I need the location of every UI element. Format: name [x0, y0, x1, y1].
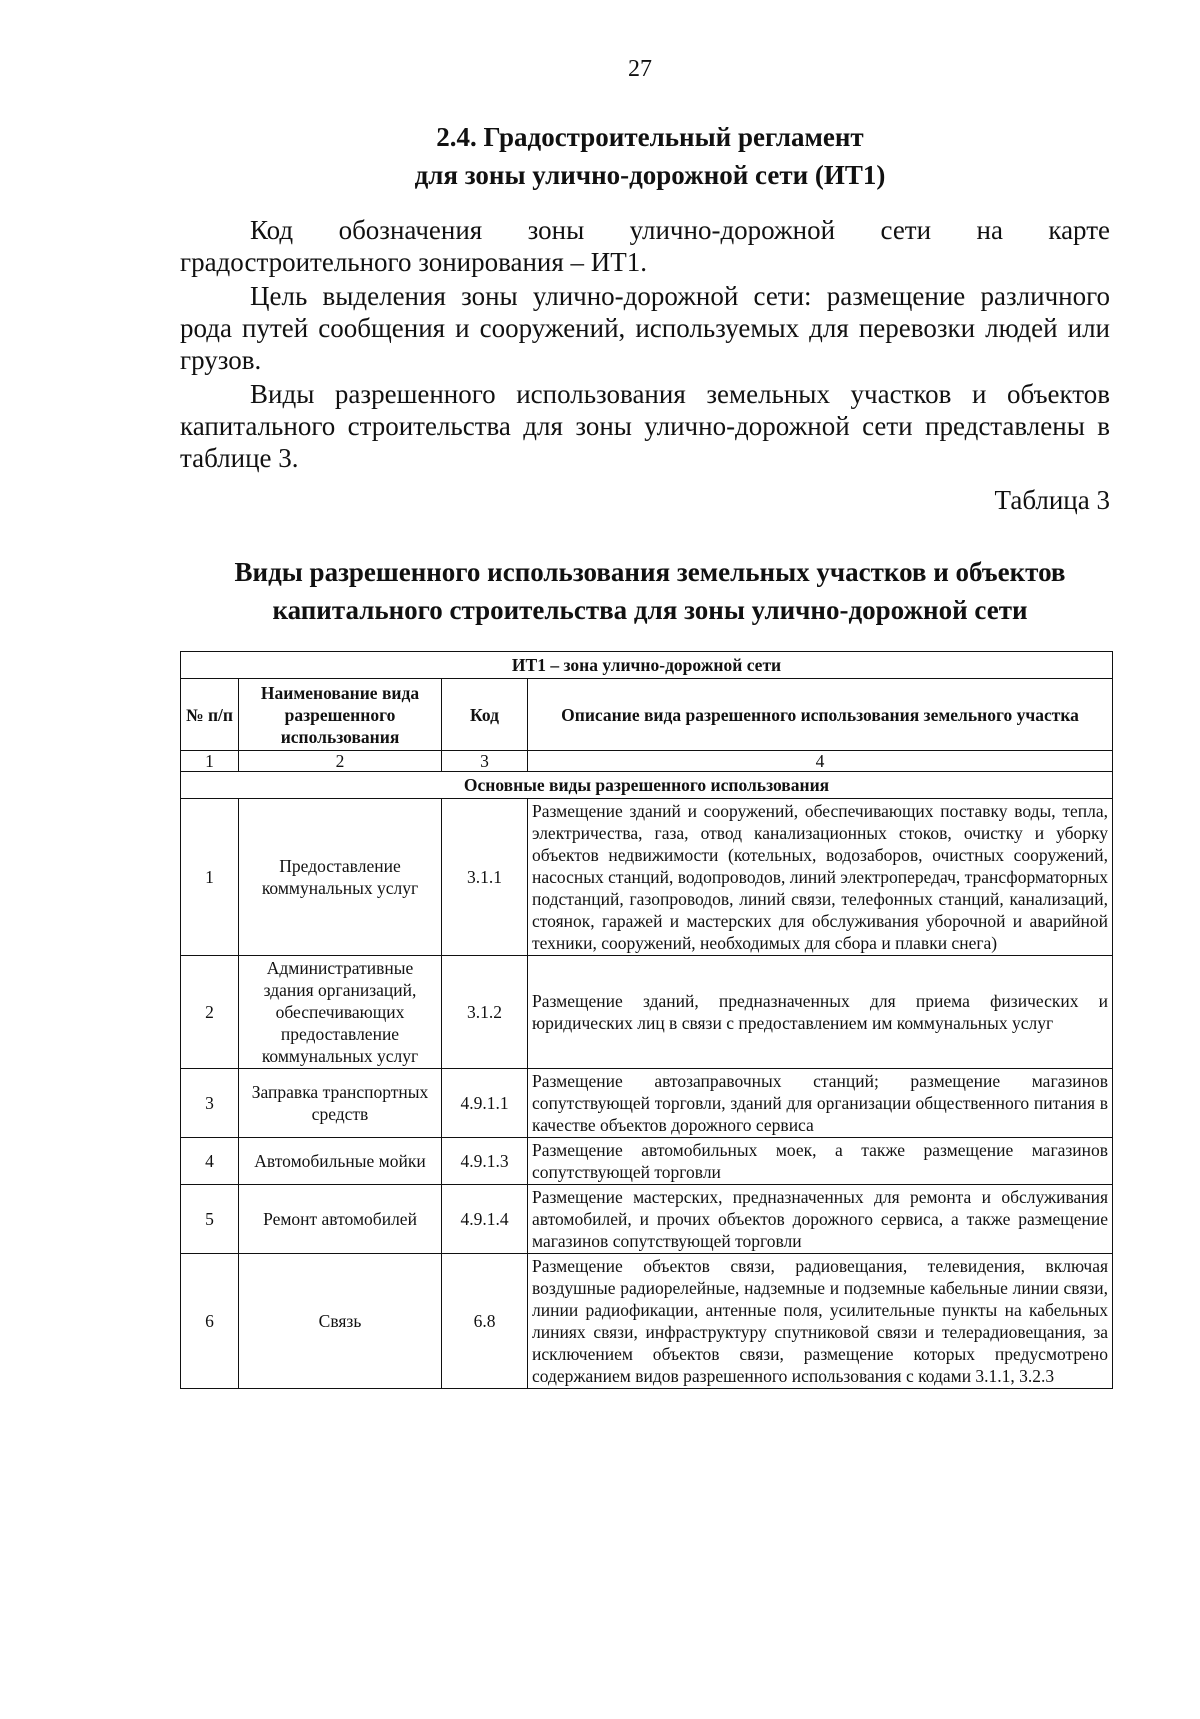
- zone-header-cell: ИТ1 – зона улично-дорожной сети: [181, 652, 1113, 679]
- table-row: [181, 1069, 1113, 1138]
- table-title: [180, 553, 1120, 629]
- usage-types-table: [180, 651, 1113, 1389]
- table-title-line-2: капитального строительства для зоны улично-дорожной сети: [272, 595, 1028, 625]
- row-usage-code: 4.9.1.4: [442, 1185, 528, 1254]
- section-title-line-2: для зоны улично-дорожной сети (ИТ1): [414, 160, 886, 190]
- row-usage-code: 3.1.1: [442, 799, 528, 956]
- row-usage-name: Административные здания организаций, обеспечивающих предоставление коммунальных услуг: [239, 956, 442, 1069]
- row-number: 3: [181, 1069, 239, 1138]
- column-header-description: Описание вида разрешенного использования земельного участка: [528, 679, 1113, 751]
- table-caption: Таблица 3: [994, 485, 1110, 515]
- column-header-number: № п/п: [181, 679, 239, 751]
- row-usage-name: Автомобильные мойки: [239, 1138, 442, 1185]
- row-usage-description: Размещение автозаправочных станций; размещение магазинов сопутствующей торговли, зданий для организации общественного питания в качестве объектов дорожного сервиса: [528, 1069, 1113, 1138]
- row-number: 1: [181, 799, 239, 956]
- body-text: [180, 214, 1110, 516]
- row-usage-name: Связь: [239, 1254, 442, 1389]
- paragraph-usage-types: Виды разрешенного использования земельных участков и объектов капитального строительства для зоны улично-дорожной сети представлены в таблице 3.: [180, 379, 1110, 473]
- page-number: 27: [628, 56, 652, 82]
- table-title-line-1: Виды разрешенного использования земельных участков и объектов: [234, 557, 1066, 587]
- column-number-cell: 4: [528, 751, 1113, 772]
- section-title: [180, 118, 1120, 194]
- row-usage-description: Размещение объектов связи, радиовещания, телевидения, включая воздушные радиорелейные, надземные и подземные кабельные линии связи, линии радиофикации, антенные поля, усилительные пункты на кабельных линиях связи, инфраструктуру спутниковой связи и телерадиовещания, за исключением объектов связи, размещение которых предусмотрено содержанием видов разрешенного использования с кодами 3.1.1, 3.2.3: [528, 1254, 1113, 1389]
- row-usage-code: 4.9.1.1: [442, 1069, 528, 1138]
- table-row: [181, 799, 1113, 956]
- row-number: 6: [181, 1254, 239, 1389]
- column-number-row: [181, 751, 1113, 772]
- row-usage-description: Размещение мастерских, предназначенных для ремонта и обслуживания автомобилей, и прочих объектов дорожного сервиса, а также размещение магазинов сопутствующей торговли: [528, 1185, 1113, 1254]
- row-usage-description: Размещение автомобильных моек, а также размещение магазинов сопутствующей торговли: [528, 1138, 1113, 1185]
- row-usage-code: 4.9.1.3: [442, 1138, 528, 1185]
- column-number-cell: 3: [442, 751, 528, 772]
- column-number-cell: 2: [239, 751, 442, 772]
- table-row: [181, 1185, 1113, 1254]
- group-header-cell: Основные виды разрешенного использования: [181, 772, 1113, 799]
- paragraph-zone-purpose: Цель выделения зоны улично-дорожной сети: размещение различного рода путей сообщения и сооружений, используемых для перевозки людей или грузов.: [180, 281, 1110, 375]
- table-row: [181, 1138, 1113, 1185]
- column-header-name: Наименование вида разрешенного использования: [239, 679, 442, 751]
- row-usage-name: Ремонт автомобилей: [239, 1185, 442, 1254]
- row-number: 4: [181, 1138, 239, 1185]
- row-number: 2: [181, 956, 239, 1069]
- column-header-row: [181, 679, 1113, 751]
- row-usage-name: Предоставление коммунальных услуг: [239, 799, 442, 956]
- column-header-code: Код: [442, 679, 528, 751]
- zone-header-row: [181, 652, 1113, 679]
- row-usage-description: Размещение зданий и сооружений, обеспечивающих поставку воды, тепла, электричества, газа, отвод канализационных стоков, очистку и уборку объектов недвижимости (котельных, водозаборов, очистных сооружений, насосных станций, водопроводов, линий электропередач, трансформаторных подстанций, газопроводов, линий связи, телефонных станций, канализаций, стоянок, гаражей и мастерских для обслуживания уборочной и аварийной техники, сооружений, необходимых для сбора и плавки снега): [528, 799, 1113, 956]
- row-usage-code: 6.8: [442, 1254, 528, 1389]
- row-usage-description: Размещение зданий, предназначенных для приема физических и юридических лиц в связи с предоставлением им коммунальных услуг: [528, 956, 1113, 1069]
- section-title-line-1: 2.4. Градостроительный регламент: [436, 122, 864, 152]
- group-header-row: [181, 772, 1113, 799]
- table-row: [181, 956, 1113, 1069]
- row-number: 5: [181, 1185, 239, 1254]
- table-row: [181, 1254, 1113, 1389]
- row-usage-code: 3.1.2: [442, 956, 528, 1069]
- paragraph-zone-code: Код обозначения зоны улично-дорожной сети на карте градостроительного зонирования – ИТ1.: [180, 215, 1110, 277]
- row-usage-name: Заправка транспортных средств: [239, 1069, 442, 1138]
- column-number-cell: 1: [181, 751, 239, 772]
